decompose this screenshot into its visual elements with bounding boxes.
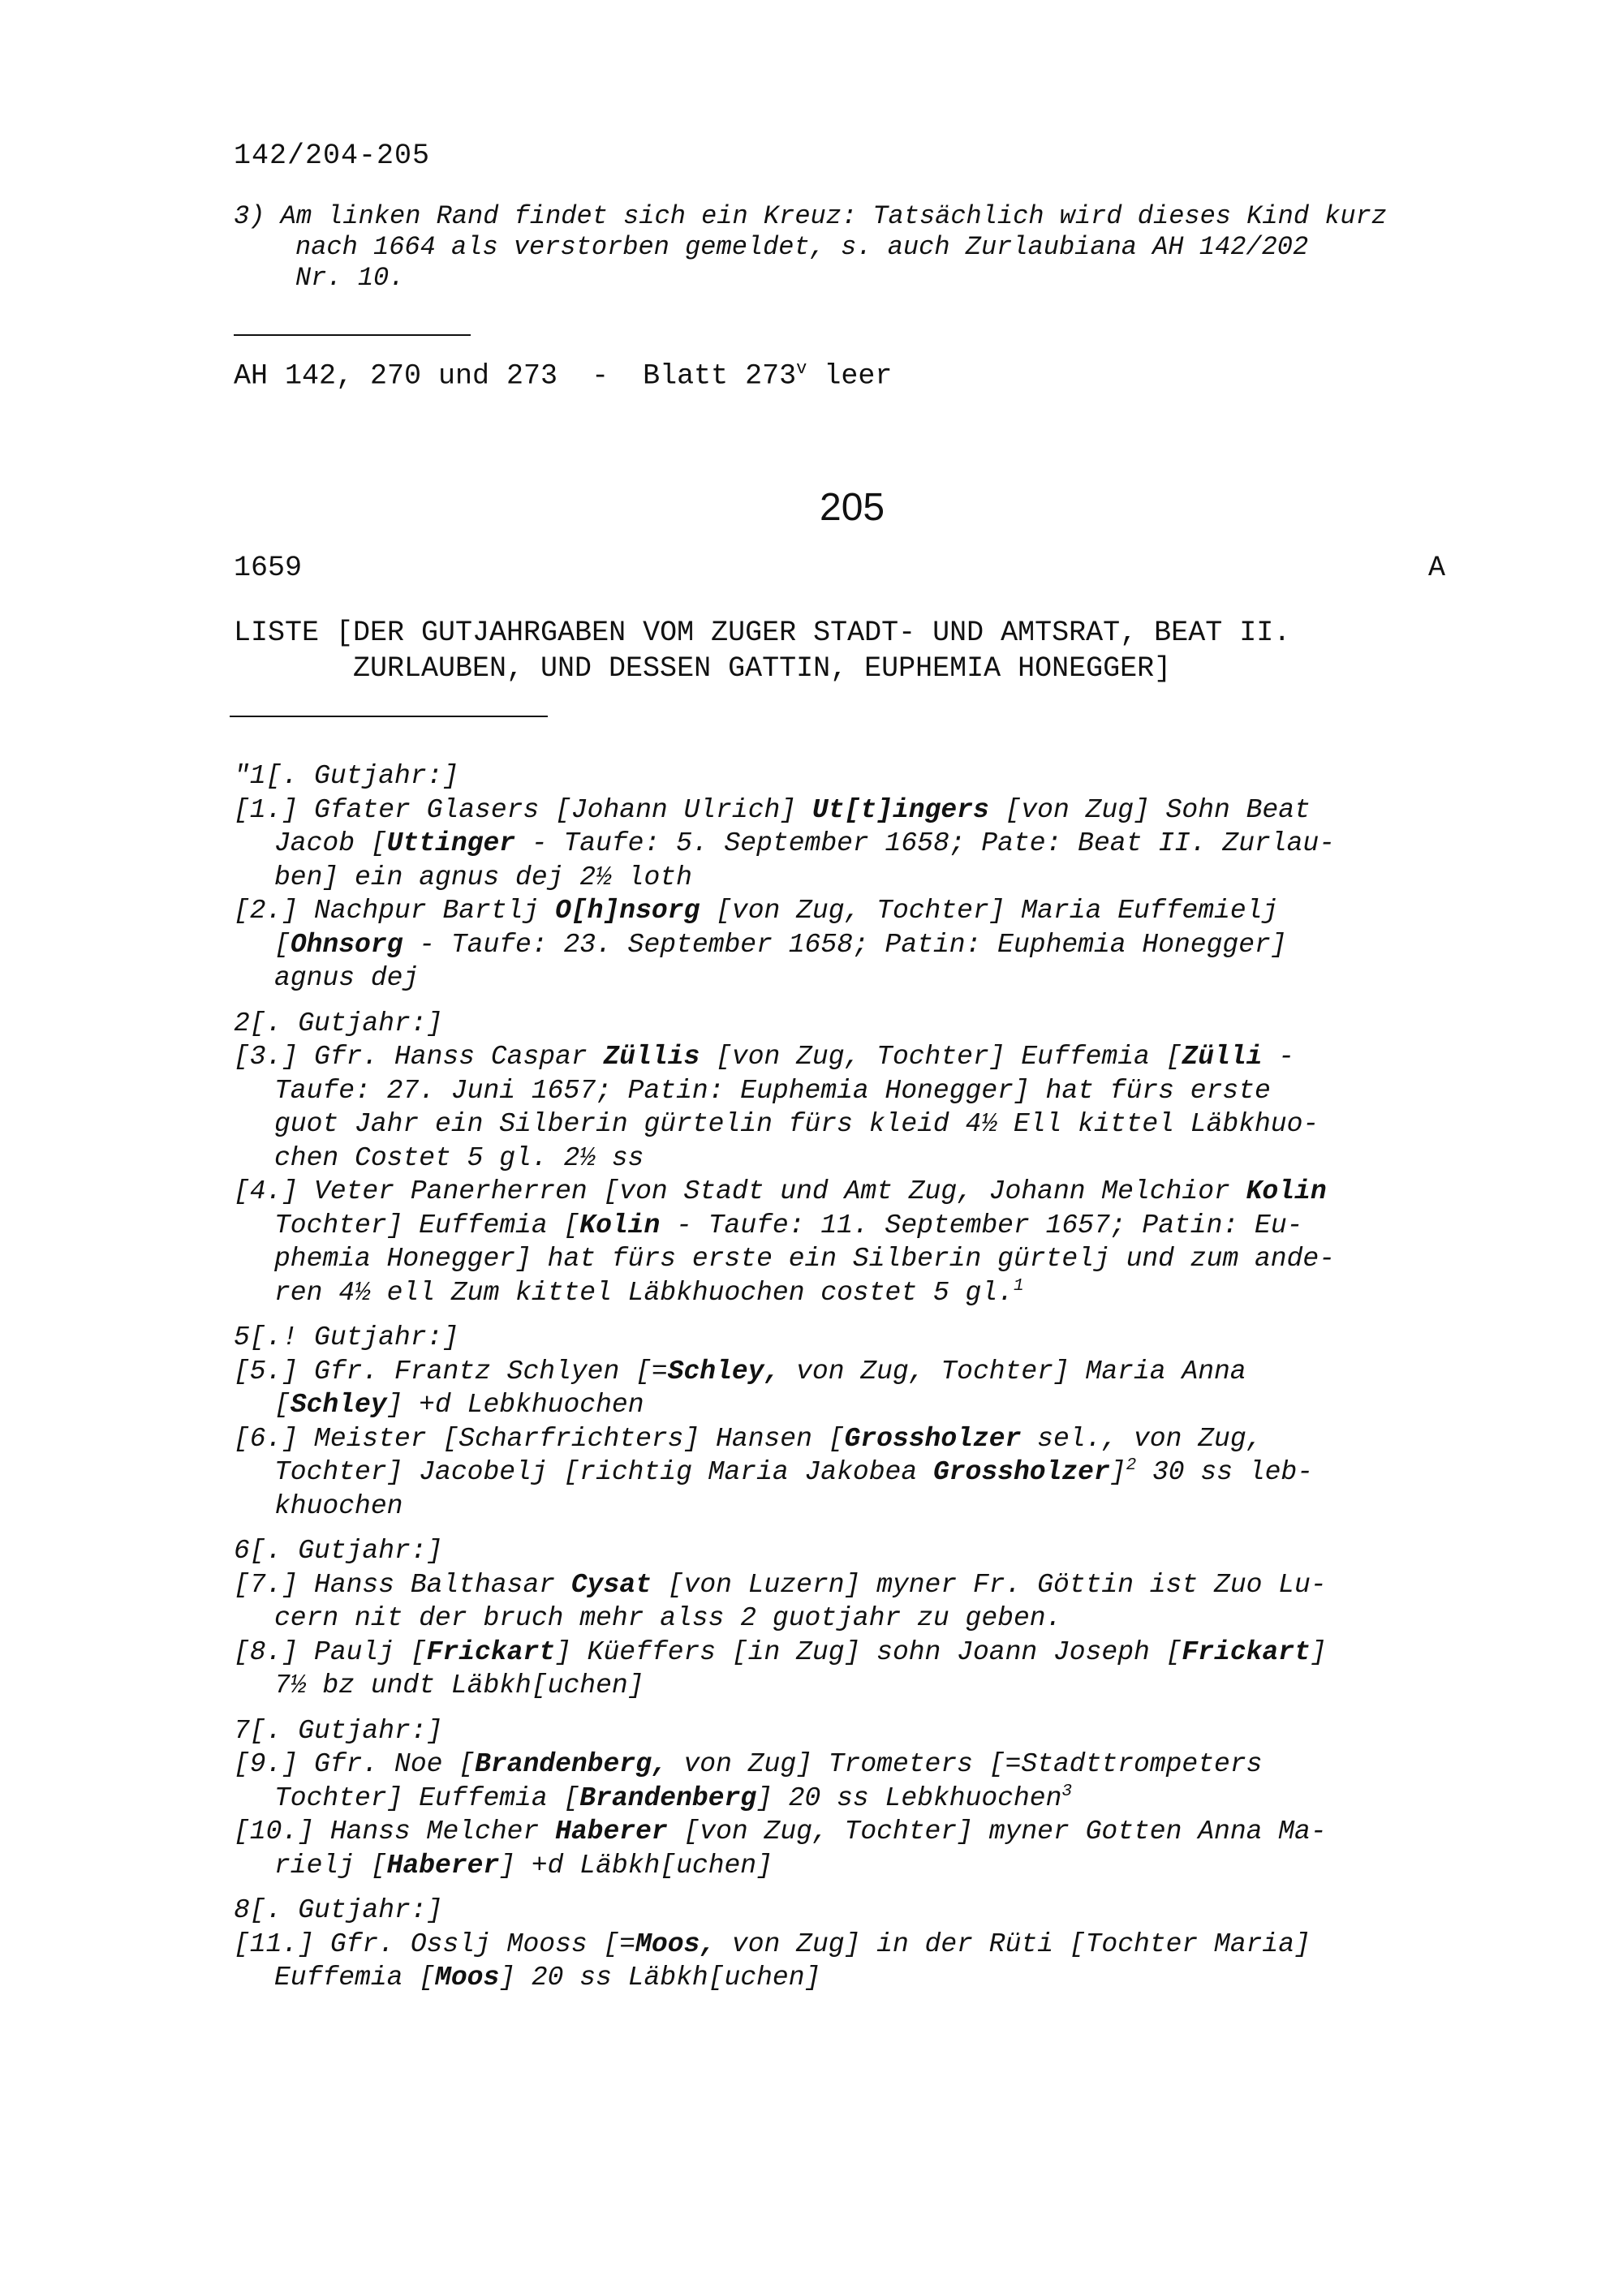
entry-text: ren 4½ ell Zum kittel Läbkhuochen costet 5 gl. [274,1277,1014,1308]
entry-text: 7½ bz undt Läbkh[uchen] [274,1670,644,1701]
footnote [234,201,1475,294]
footnote-line [234,201,1475,232]
gutjahr-group [234,1714,1500,1883]
entry-text: - [1262,1042,1295,1072]
entry-text: ] +d Lebkhuochen [386,1390,644,1420]
entry-line [234,861,1500,895]
entry-text: [von Zug, Tochter] Maria Euffemielj [700,896,1279,926]
list-entry [234,894,1500,995]
entry-text: [von Zug, Tochter] Euffemia [ [700,1042,1182,1072]
surname: Kolin [579,1210,661,1240]
surname: Frickart [1182,1636,1311,1667]
entry-line [234,1355,1500,1389]
entry-text: [1.] Gfater Glasers [Johann Ulrich] [234,794,812,825]
list-entry [234,1422,1500,1524]
entry-line [234,1388,1500,1422]
footnote-ref: 2 [1126,1456,1137,1475]
entry-text: - Taufe: 11. September 1657; Patin: Eu- [660,1210,1303,1240]
entry-line [234,1636,1500,1670]
gutjahr-group [234,1894,1500,1995]
entry-text: von Zug] in der Rüti [Tochter Maria] [716,1928,1311,1959]
entry-line [234,1849,1500,1883]
entry-text: ] [1310,1636,1327,1667]
surname: Ut[t]ingers [812,794,989,825]
entry-line [234,894,1500,928]
surname: Zülli [1182,1042,1263,1072]
entry-text: Tochter] Euffemia [ [274,1782,580,1813]
group-heading: 8[. Gutjahr:] [234,1895,443,1925]
entry-line [234,1928,1500,1962]
entry-line [234,1209,1500,1243]
entry-text: [9.] Gfr. Noe [ [234,1749,476,1779]
entry-text: [von Zug] Sohn Beat [988,794,1311,825]
entry-text: [von Luzern] myner Fr. Göttin ist Zuo Lu- [651,1569,1327,1600]
surname: Schley, [667,1356,781,1387]
list-entry [234,1928,1500,1995]
gift-list [234,759,1500,2006]
list-entry [234,1568,1500,1636]
entry-line [234,1142,1500,1176]
entry-text: [10.] Hanss Melcher [234,1817,556,1847]
entry-text: rielj [ [274,1850,387,1881]
title-divider [230,716,548,717]
surname: Moos [435,1963,500,1993]
entry-text: ] 20 ss Lebkhuochen [756,1782,1062,1813]
entry-line [234,1602,1500,1636]
entry-text: [von Zug, Tochter] myner Gotten Anna Ma- [667,1817,1327,1847]
entry-text: 30 ss leb- [1136,1457,1314,1487]
surname: Haberer [386,1850,500,1881]
surname: Brandenberg, [475,1749,668,1779]
gutjahr-group [234,759,1500,995]
footnote-line: nach 1664 als verstorben gemeldet, s. auch Zurlaubiana AH 142/202 [295,232,1309,262]
entry-line [234,1242,1500,1276]
entry-line [234,1815,1500,1849]
surname: Uttinger [386,828,516,858]
entry-text: Euffemia [ [274,1963,436,1993]
entry-text: - Taufe: 5. September 1658; Pate: Beat II. Zurlau- [515,828,1336,858]
list-entry [234,1815,1500,1882]
surname: Kolin [1246,1176,1327,1206]
document-year: 1659 [234,552,303,584]
footnote-line: Nr. 10. [295,263,405,293]
entry-text: [5.] Gfr. Frantz Schlyen [= [234,1356,668,1387]
footnote-marker: 3) [234,201,265,231]
entry-text: [7.] Hanss Balthasar [234,1569,571,1600]
source-reference [234,359,892,393]
surname: Grossholzer [844,1423,1022,1454]
entry-text: [ [274,929,291,960]
surname: Schley [290,1390,387,1420]
entry-text: [ [274,1390,291,1420]
page-reference: 142/204-205 [234,140,431,172]
gutjahr-group [234,1534,1500,1703]
entry-text: ben] ein agnus dej 2½ loth [274,862,692,892]
entry-line [234,1040,1500,1074]
entry-text: ] 20 ss Läbkh[uchen] [499,1963,821,1993]
document-letter: A [1428,552,1446,584]
list-entry [234,793,1500,895]
footnote-divider [234,334,471,336]
entry-line [234,961,1500,995]
entry-text: guot Jahr ein Silberin gürtelin fürs kleid 4½ Ell kittel Läbkhuo- [274,1109,1319,1139]
entry-line [234,1669,1500,1703]
entry-line [234,1748,1500,1782]
source-suffix: leer [807,359,893,393]
title-line: ZURLAUBEN, UND DESSEN GATTIN, EUPHEMIA HONEGGER] [353,652,1172,685]
entry-line [234,1782,1500,1816]
entry-text: Tochter] Jacobelj [richtig Maria Jakobea [274,1457,933,1487]
gutjahr-group [234,1007,1500,1310]
verso-superscript: v [796,359,807,379]
entry-line [234,1455,1500,1490]
entry-text: ] +d Läbkh[uchen] [499,1850,773,1881]
group-heading: 2[. Gutjahr:] [234,1008,443,1038]
entry-text: [11.] Gfr. Osslj Mooss [= [234,1928,636,1959]
entry-text: agnus dej [274,963,420,993]
entry-text: [4.] Veter Panerherren [von Stadt und Amt Zug, Johann Melchior [234,1176,1246,1206]
document-title [234,615,1483,686]
entry-line [234,1074,1500,1108]
surname: Brandenberg [579,1782,757,1813]
footnote-ref: 3 [1061,1782,1072,1801]
entry-text: ] Küeffers [in Zug] sohn Joann Joseph [ [555,1636,1182,1667]
entry-text: chen Costet 5 gl. 2½ ss [274,1142,644,1173]
list-entry [234,1748,1500,1815]
entry-text: Taufe: 27. Juni 1657; Patin: Euphemia Honegger] hat fürs erste [274,1075,1271,1106]
surname: Grossholzer [932,1457,1110,1487]
footnote-ref: 1 [1013,1276,1024,1296]
entry-text: ] [1109,1457,1126,1487]
entry-line [234,1568,1500,1602]
footnote-text: Am linken Rand findet sich ein Kreuz: Tatsächlich wird dieses Kind kurz [280,201,1388,231]
entry-text: sel., von Zug, [1021,1423,1263,1454]
entry-text: - Taufe: 23. September 1658; Patin: Euphemia Honegger] [403,929,1287,960]
entry-line [234,793,1500,828]
entry-text: von Zug, Tochter] Maria Anna [780,1356,1246,1387]
title-line: LISTE [DER GUTJAHRGABEN VOM ZUGER STADT- UND AMTSRAT, BEAT II. [234,617,1291,649]
list-entry [234,1175,1500,1309]
list-entry [234,1636,1500,1703]
entry-line [234,1107,1500,1142]
entry-text: [6.] Meister [Scharfrichters] Hansen [ [234,1423,845,1454]
surname: Cysat [570,1569,652,1600]
group-heading: 5[.! Gutjahr:] [234,1322,459,1352]
entry-line [234,1422,1500,1456]
surname: Haberer [555,1817,668,1847]
surname: Moos, [635,1928,717,1959]
surname: Züllis [603,1042,700,1072]
list-entry [234,1355,1500,1422]
entry-line [234,827,1500,861]
entry-text: khuochen [274,1490,403,1521]
surname: Ohnsorg [290,929,403,960]
gutjahr-group [234,1321,1500,1523]
entry-text: [2.] Nachpur Bartlj [234,896,556,926]
entry-text: Jacob [ [274,828,387,858]
group-heading: 7[. Gutjahr:] [234,1715,443,1746]
entry-line [234,928,1500,962]
surname: Frickart [426,1636,556,1667]
group-heading: 6[. Gutjahr:] [234,1536,443,1566]
list-entry [234,1040,1500,1175]
entry-text: [3.] Gfr. Hanss Caspar [234,1042,604,1072]
entry-text: Tochter] Euffemia [ [274,1210,580,1240]
entry-line [234,1490,1500,1524]
surname: O[h]nsorg [555,896,700,926]
group-heading: "1[. Gutjahr:] [234,761,459,791]
entry-text: cern nit der bruch mehr alss 2 guotjahr zu geben. [274,1603,1062,1633]
entry-text: phemia Honegger] hat fürs erste ein Silberin gürtelj und zum ande- [274,1244,1336,1274]
source-prefix: AH 142, 270 und 273 - Blatt 273 [234,359,797,393]
entry-line [234,1961,1500,1995]
entry-text: [8.] Paulj [ [234,1636,427,1667]
document-number: 205 [820,486,885,529]
entry-line [234,1276,1500,1310]
entry-line [234,1175,1500,1209]
entry-text: von Zug] Trometers [=Stadttrompeters [667,1749,1263,1779]
